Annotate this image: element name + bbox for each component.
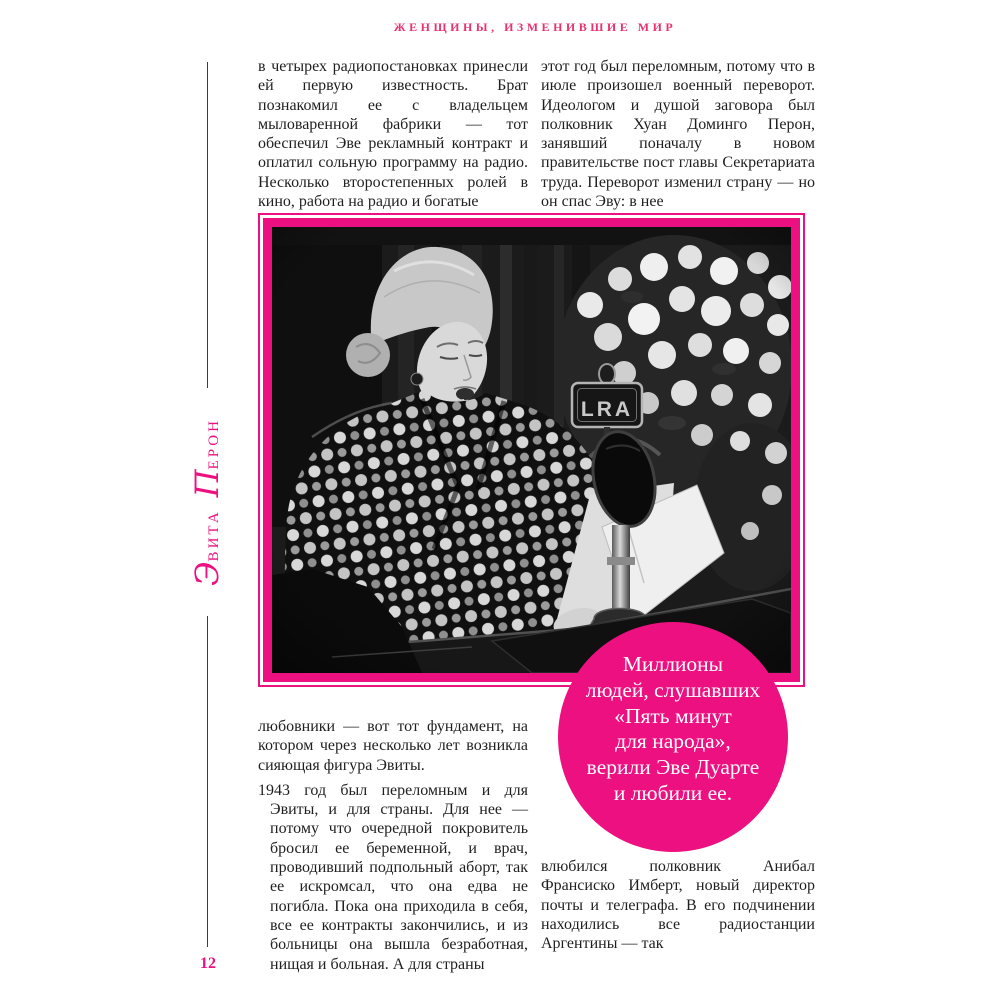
photo-frame: [258, 213, 805, 687]
paragraph: 1943 год был переломным и для Эвиты, и для страны. Для нее — потому что очередной покровитель бросил ее беременной, и врач, проводивший подпольный аборт, так ее искромсал, что она едва не погибла. Пока она приходила в себя, все ее контракты закончились, и из больницы она вышла безработная, нищая и больная. А для страны: [258, 781, 528, 973]
callout-line: Миллионы: [622, 652, 724, 676]
callout-line: для народа»,: [615, 729, 731, 754]
column-bottom-right: влюбился полковник Анибал Франсиско Имберт, новый директор почты и телеграфа. В его подчинении находились все радиостанции Аргентины — так: [541, 858, 815, 953]
sidebar-word-1: ВИТА: [206, 509, 222, 562]
sidebar-initial-2: П: [188, 469, 226, 498]
sidebar-word-2: ЕРОН: [206, 418, 222, 470]
callout-line: и любили ее.: [613, 780, 733, 805]
running-header: ЖЕНЩИНЫ, ИЗМЕНИВШИЕ МИР: [393, 20, 677, 34]
column-top-left: в четырех радиопостановках принесли ей первую известность. Брат познакомил ее с владельцем мыловаренной фабрики — тот обеспечил Эве рекламный контракт и оплатил сольную программу на радио. Несколько второстепенных ролей в кино, работа на радио и богатые: [258, 58, 528, 211]
page-number: 12: [200, 955, 216, 972]
callout-circle: [558, 622, 788, 852]
callout-line: людей, слушавших: [585, 677, 761, 702]
sidebar-rule-top: [207, 62, 208, 388]
paragraph: любовники — вот тот фундамент, на котором через несколько лет возникла сияющая фигура Эвиты.: [258, 718, 528, 774]
callout-line: «Пять минут: [614, 703, 732, 728]
photo-illustration: [272, 227, 791, 673]
column-bottom-left: [258, 717, 528, 974]
sidebar-rule-bottom: [207, 616, 208, 947]
photo-vignette: [272, 227, 791, 673]
photo-evita-broadcast: [263, 218, 800, 682]
column-top-right: этот год был переломным, потому что в июле произошел военный переворот. Идеологом и душой заговора был полковник Хуан Доминго Перон, занявший поначалу в новом правительстве пост главы Секретариата труда. Переворот изменил страну — но он спас Эву: в нее: [541, 58, 815, 211]
sidebar-initial-1: Э: [188, 561, 226, 586]
callout-line: верили Эве Дуарте: [586, 755, 760, 780]
